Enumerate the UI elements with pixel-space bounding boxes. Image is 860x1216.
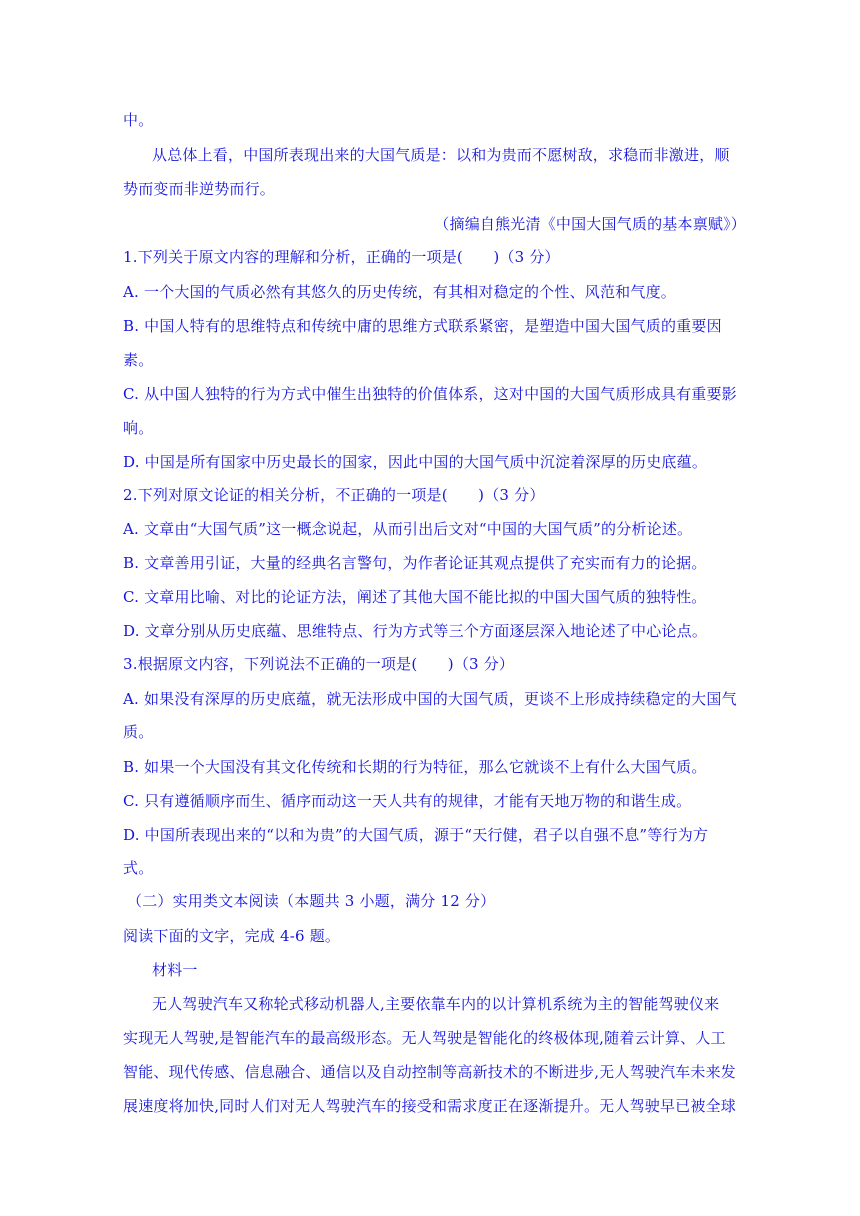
question-2: 2.下列对原文论证的相关分析，不正确的一项是( )（3 分） [123, 486, 545, 504]
source-citation: （摘编自熊光清《中国大国气质的基本禀赋》） [434, 215, 746, 233]
option-line: A. 一个大国的气质必然有其悠久的历史传统，有其相对稳定的个性、风范和气度。 [123, 283, 676, 301]
option-line: B. 如果一个大国没有其文化传统和长期的行为特征，那么它就谈不上有什么大国气质。 [123, 758, 707, 776]
option-line: A. 如果没有深厚的历史底蕴，就无法形成中国的大国气质，更谈不上形成持续稳定的大国气 [123, 690, 737, 708]
option-line: A. 文章由“大国气质”这一概念说起，从而引出后文对“中国的大国气质”的分析论述。 [123, 520, 693, 538]
option-line: 质。 [123, 723, 154, 741]
text-line: 实现无人驾驶,是智能汽车的最高级形态。无人驾驶是智能化的终极体现,随着云计算、人工 [123, 1029, 726, 1047]
option-line: C. 文章用比喻、对比的论证方法，阐述了其他大国不能比拟的中国大国气质的独特性。 [123, 588, 707, 606]
instruction-line: 阅读下面的文字，完成 4-6 题。 [123, 927, 341, 945]
option-line: 响。 [123, 419, 154, 437]
text-line: 智能、现代传感、信息融合、通信以及自动控制等高新技术的不断进步,无人驾驶汽车未来发 [123, 1063, 736, 1081]
option-line: 素。 [123, 351, 154, 369]
option-line: D. 中国所表现出来的“以和为贵”的大国气质，源于“天行健，君子以自强不息”等行为方 [123, 826, 709, 844]
option-line: D. 文章分别从历史底蕴、思维特点、行为方式等三个方面逐层深入地论述了中心论点。 [123, 622, 708, 640]
material-heading: 材料一 [152, 961, 198, 979]
option-line: B. 文章善用引证，大量的经典名言警句，为作者论证其观点提供了充实而有力的论据。 [123, 554, 707, 572]
option-line: C. 从中国人独特的行为方式中催生出独特的价值体系，这对中国的大国气质形成具有重要影 [123, 385, 737, 403]
text-line: 从总体上看，中国所表现出来的大国气质是：以和为贵而不愿树敌，求稳而非激进，顺 [152, 146, 730, 164]
text-line: 无人驾驶汽车又称轮式移动机器人,主要依靠车内的以计算机系统为主的智能驾驶仪来 [152, 995, 720, 1013]
text-line: 展速度将加快,同时人们对无人驾驶汽车的接受和需求度正在逐渐提升。无人驾驶早已被全球 [123, 1097, 736, 1115]
section-heading: （二）实用类文本阅读（本题共 3 小题，满分 12 分） [127, 892, 496, 910]
option-line: B. 中国人特有的思维特点和传统中庸的思维方式联系紧密，是塑造中国大国气质的重要因 [123, 317, 722, 335]
text-line: 势而变而非逆势而行。 [123, 180, 276, 198]
question-1: 1.下列关于原文内容的理解和分析，正确的一项是( )（3 分） [123, 248, 560, 266]
option-line: 式。 [123, 859, 154, 877]
text-line: 中。 [123, 111, 154, 129]
option-line: C. 只有遵循顺序而生、循序而动这一天人共有的规律，才能有天地万物的和谐生成。 [123, 792, 692, 810]
question-3: 3.根据原文内容，下列说法不正确的一项是( )（3 分） [123, 655, 515, 673]
option-line: D. 中国是所有国家中历史最长的国家，因此中国的大国气质中沉淀着深厚的历史底蕴。 [123, 453, 708, 471]
